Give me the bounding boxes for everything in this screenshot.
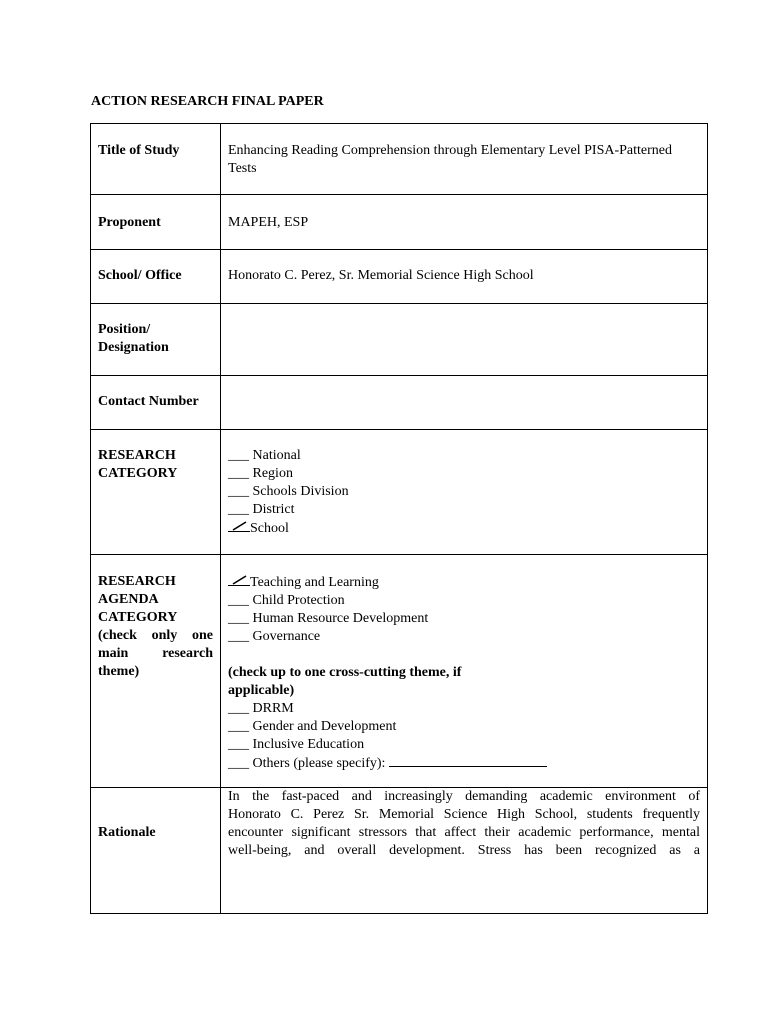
label-proponent-text: Proponent: [98, 215, 161, 230]
label-agenda-line3: CATEGORY: [98, 610, 178, 625]
rationale-line: well-being, and overall development. Stress has been recognized as a: [228, 843, 700, 858]
value-position[interactable]: [221, 304, 708, 376]
rationale-line: Honorato C. Perez Sr. Memorial Science High School, students frequently: [228, 807, 700, 822]
cross-option-inclusive[interactable]: [228, 736, 700, 754]
title-of-study-text: Enhancing Reading Comprehension through Elementary Level PISA-Patterned Tests: [228, 143, 673, 176]
proponent-text: MAPEH, ESP: [228, 215, 309, 230]
school-office-text: Honorato C. Perez, Sr. Memorial Science High School: [228, 268, 534, 283]
cross-option-drrm[interactable]: [228, 700, 700, 718]
category-blank: ___: [228, 502, 249, 517]
row-school-office: [91, 250, 708, 304]
label-agenda-line2: AGENDA: [98, 592, 159, 607]
agenda-blank: ___: [228, 611, 249, 626]
row-proponent: [91, 195, 708, 250]
label-title-of-study: [91, 124, 221, 195]
cross-option-gad[interactable]: [228, 718, 700, 736]
category-option-label: School: [250, 521, 289, 536]
label-position-line1: Position/: [98, 322, 151, 337]
label-contact: [91, 376, 221, 430]
value-research-category: [221, 430, 708, 555]
value-proponent: [221, 195, 708, 250]
category-option-schools-division[interactable]: [228, 483, 700, 501]
agenda-option-label: Governance: [252, 629, 321, 644]
row-contact: [91, 376, 708, 430]
cross-blank: ___: [228, 756, 249, 771]
agenda-option-hrd[interactable]: [228, 610, 700, 628]
agenda-note-word: (check: [98, 628, 137, 643]
row-research-category: [91, 430, 708, 555]
label-position: [91, 304, 221, 376]
category-blank: ___: [228, 484, 249, 499]
row-position: [91, 304, 708, 376]
label-rationale-text: Rationale: [98, 825, 156, 840]
agenda-note-word: only: [151, 628, 178, 643]
category-option-region[interactable]: [228, 465, 700, 483]
label-research-agenda: [91, 555, 221, 788]
agenda-option-child-protection[interactable]: [228, 592, 700, 610]
cross-option-label: Gender and Development: [252, 719, 397, 734]
agenda-blank: ___: [228, 593, 249, 608]
category-blank: ___: [228, 448, 249, 463]
checkmark-icon: [228, 519, 250, 532]
category-option-label: Region: [252, 466, 293, 481]
value-research-agenda: [221, 555, 708, 788]
agenda-option-label: Child Protection: [252, 593, 345, 608]
category-option-label: Schools Division: [252, 484, 349, 499]
cross-option-label: Inclusive Education: [252, 737, 365, 752]
cross-cutting-note-line1: (check up to one cross-cutting theme, if: [228, 665, 462, 680]
agenda-note-line1: [98, 627, 213, 645]
value-rationale: [221, 788, 708, 914]
cross-blank: ___: [228, 701, 249, 716]
rationale-line: encounter significant stressors that affect their academic performance, mental: [228, 825, 700, 840]
label-proponent: [91, 195, 221, 250]
cross-cutting-note-line2: applicable): [228, 683, 295, 698]
label-title-of-study-text: Title of Study: [98, 143, 180, 158]
document-title: ACTION RESEARCH FINAL PAPER: [91, 94, 324, 109]
agenda-option-label: Human Resource Development: [252, 611, 429, 626]
label-school-office: [91, 250, 221, 304]
value-title-of-study: [221, 124, 708, 195]
cross-option-others[interactable]: [228, 754, 700, 773]
label-rationale: [91, 788, 221, 914]
agenda-note-word: research: [162, 646, 213, 661]
agenda-option-label: Teaching and Learning: [250, 575, 379, 590]
category-option-label: National: [252, 448, 301, 463]
label-position-line2: Designation: [98, 340, 169, 355]
category-option-label: District: [252, 502, 295, 517]
others-specify-line[interactable]: [389, 754, 547, 767]
rationale-line: In the fast-paced and increasingly demanding academic environment of: [228, 789, 700, 804]
cross-blank: ___: [228, 737, 249, 752]
cross-option-label: Others (please specify):: [252, 756, 386, 771]
agenda-option-governance[interactable]: [228, 628, 700, 646]
agenda-note-word: main: [98, 646, 129, 661]
row-research-agenda: [91, 555, 708, 788]
agenda-option-teaching-learning[interactable]: [228, 573, 700, 592]
agenda-note-line2: [98, 645, 213, 663]
label-agenda-line1: RESEARCH: [98, 574, 176, 589]
agenda-note-line3: theme): [98, 664, 140, 679]
category-option-national[interactable]: [228, 447, 700, 465]
agenda-note-word: one: [191, 628, 213, 643]
row-title-of-study: [91, 124, 708, 195]
label-research-category-line1: RESEARCH: [98, 448, 176, 463]
checkmark-icon: [228, 573, 250, 586]
label-research-category-line2: CATEGORY: [98, 466, 178, 481]
agenda-blank: ___: [228, 629, 249, 644]
row-rationale: [91, 788, 708, 914]
label-contact-text: Contact Number: [98, 394, 199, 409]
label-school-office-text: School/ Office: [98, 268, 182, 283]
category-option-district[interactable]: [228, 501, 700, 519]
value-school-office: [221, 250, 708, 304]
category-blank: ___: [228, 466, 249, 481]
category-option-school[interactable]: [228, 519, 700, 538]
value-contact[interactable]: [221, 376, 708, 430]
cross-option-label: DRRM: [252, 701, 294, 716]
research-form-table: [90, 123, 708, 914]
label-research-category: [91, 430, 221, 555]
cross-blank: ___: [228, 719, 249, 734]
